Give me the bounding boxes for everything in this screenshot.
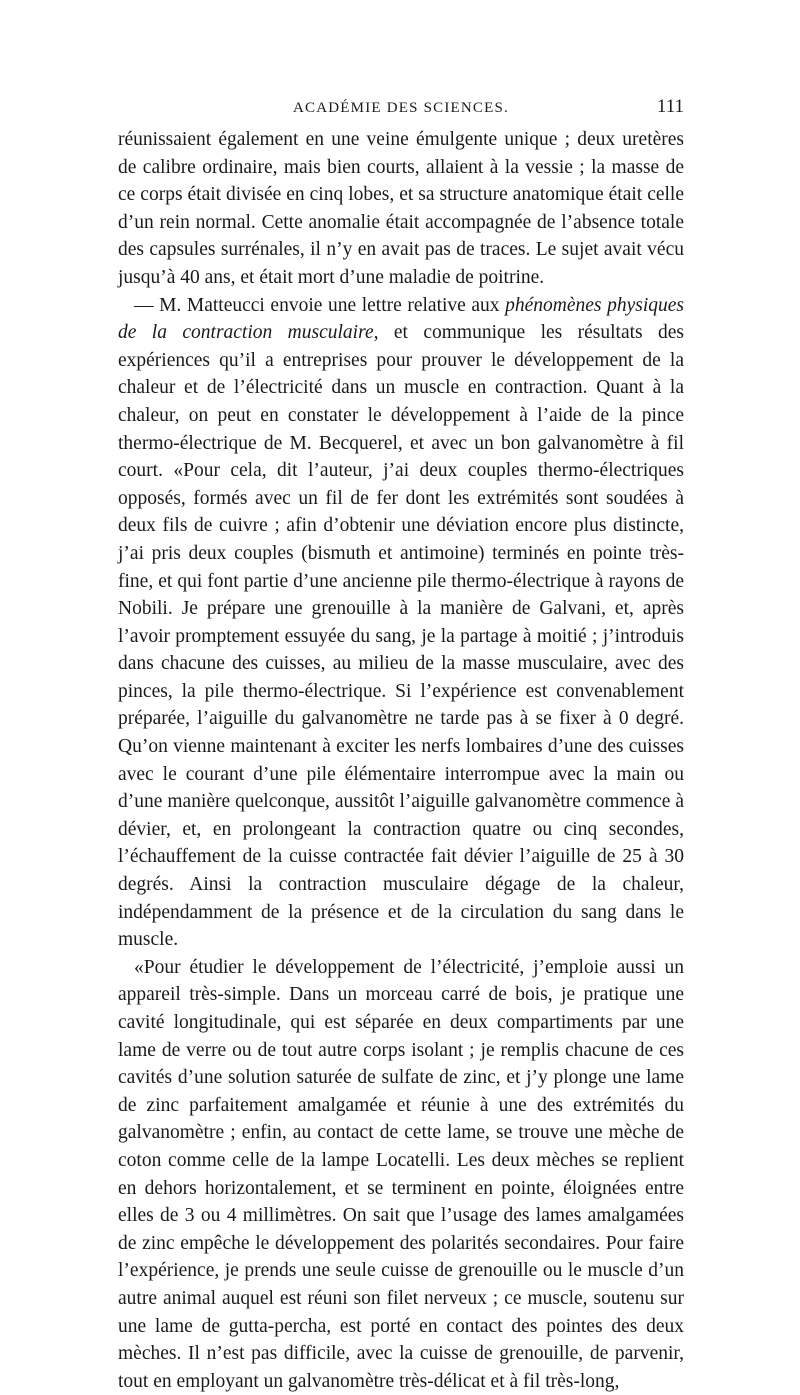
paragraph-matteucci-letter [118,292,684,954]
paragraph-kidney-anomaly: réunissaient également en une veine émulgente unique ; deux uretères de calibre ordinaire, mais bien courts, allaient à la vessie ; la masse de ce corps était divisée en cinq lobes, et sa structure anatomique était celle d’un rein normal. Cette anomalie était accompagnée de l’absence totale des capsules surrénales, il n’y en avait pas de traces. Le sujet avait vécu jusqu’à 40 ans, et était mort d’une maladie de poitrine. [118,129,684,288]
paragraph-electricity-apparatus: «Pour étudier le développement de l’électricité, j’emploie aussi un appareil très-simple. Dans un morceau carré de bois, je pratique une cavité longitudinale, qui est séparée en deux compartiments par une lame de verre ou de tout autre corps isolant ; je remplis chacune de ces cavités d’une solution saturée de sulfate de zinc, et j’y plonge une lame de zinc parfaitement amalgamée et réunie à une des extrémités du galvanomètre ; enfin, au contact de cette lame, se trouve une mèche de coton comme celle de la lampe Locatelli. Les deux mèches se replient en dehors horizontalement, et se terminent en pointe, éloignées entre elles de 3 ou 4 millimètres. On sait que l’usage des lames amalgamées de zinc empêche le développement des polarités secondaires. Pour faire l’expérience, je prends une seule cuisse de grenouille ou le muscle d’un autre animal auquel est réuni son filet nerveux ; ce muscle, soutenu sur une lame de gutta-percha, est porté en contact des pointes des deux mèches. Il n’est pas difficile, avec la cuisse de grenouille, de parvenir, tout en employant un galvanomètre très-délicat et à fil très-long, [118,956,684,1392]
document-page [118,96,684,1395]
paragraph-matteucci-intro: — M. Matteucci envoie une lettre relative aux [134,294,506,316]
page-number: 111 [656,96,684,117]
header-title: ACADÉMIE DES SCIENCES. [293,100,509,116]
paragraph-matteucci-body: et communique les résultats des expériences qu’il a entreprises pour prouver le développement de la chaleur et de l’électricité dans un muscle en contraction. Quant à la chaleur, on peut en constater le développement à l’aide de la pince thermo-électrique de M. Becquerel, et avec un bon galvanomètre à fil court. «Pour cela, dit l’auteur, j’ai deux couples thermo-électriques opposés, formés avec un fil de fer dont les extrémités sont soudées à deux fils de cuivre ; afin d’obtenir une déviation encore plus distincte, j’ai pris deux couples (bismuth et antimoine) terminés en pointe très-fine, et qui font partie d’une ancienne pile thermo-électrique à rayons de Nobili. Je prépare une grenouille à la manière de Galvani, et, après l’avoir promptement essuyée du sang, je la partage à moitié ; j’introduis dans chacune des cuisses, au milieu de la masse musculaire, avec des pinces, la pile thermo-électrique. Si l’expérience est convenablement préparée, l’aiguille du galvanomètre ne tarde pas à se fixer à 0 degré. Qu’on vienne maintenant à exciter les nerfs lombaires d’une des cuisses avec le courant d’une pile élémentaire interrompue avec la main ou d’une manière quelconque, aussitôt l’aiguille galvanomètre commence à dévier, et, en prolongeant la contraction quatre ou cinq secondes, l’échauffement de la cuisse contractée fait dévier l’aiguille de 25 à 30 degrés. Ainsi la contraction musculaire dégage de la chaleur, indépendamment de la présence et de la circulation du sang dans le muscle. [118,322,685,951]
running-header [118,96,684,120]
italic-phrase-title: phénomènes physiques de la contraction musculaire, [118,294,684,344]
